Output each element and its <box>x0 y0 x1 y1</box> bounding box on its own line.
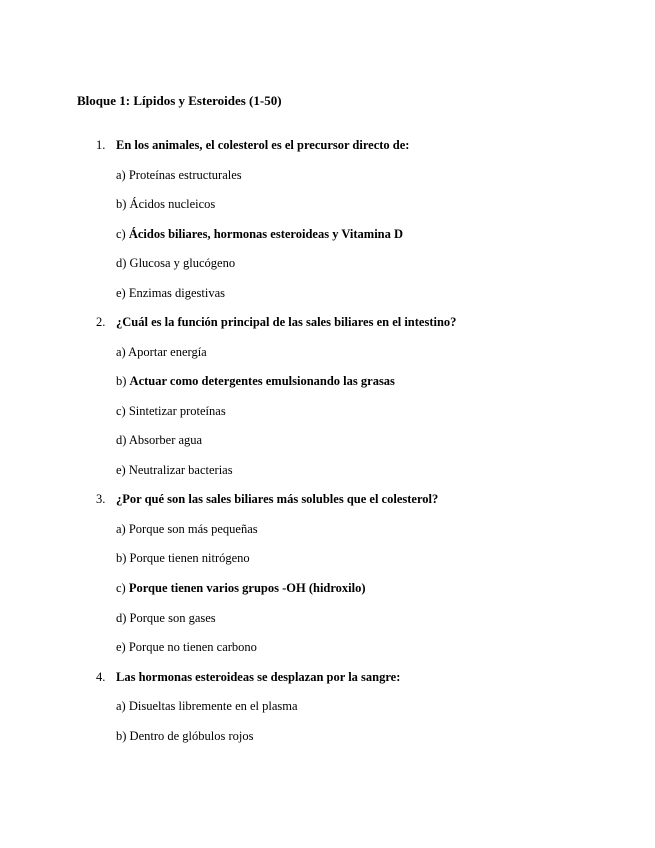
question-1-option-d <box>116 255 235 271</box>
option-letter: b) <box>116 197 127 211</box>
question-1-number: 1. <box>96 138 106 152</box>
question-4-number: 4. <box>96 670 106 684</box>
option-letter: a) <box>116 522 126 536</box>
question-3-text: ¿Por qué son las sales biliares más solubles que el colesterol? <box>116 492 439 506</box>
question-1-option-e <box>116 285 225 301</box>
option-letter: c) <box>116 581 126 595</box>
option-text: Ácidos nucleicos <box>129 197 216 211</box>
question-1-option-a <box>116 167 242 183</box>
option-letter: d) <box>116 256 127 270</box>
question-2-option-b <box>116 373 395 389</box>
option-text: Absorber agua <box>128 433 203 447</box>
question-1-text: En los animales, el colesterol es el precursor directo de: <box>116 138 410 152</box>
question-2-option-e <box>116 462 233 478</box>
option-text: Enzimas digestivas <box>128 286 226 300</box>
question-3-option-d <box>116 610 216 626</box>
question-4-option-a <box>116 698 298 714</box>
option-text: Porque son más pequeñas <box>128 522 258 536</box>
question-1-option-c <box>116 226 403 242</box>
option-letter: e) <box>116 286 126 300</box>
option-letter: a) <box>116 699 126 713</box>
option-text: Porque son gases <box>129 611 216 625</box>
question-3-option-b <box>116 550 250 566</box>
option-letter: e) <box>116 463 126 477</box>
option-text: Aportar energía <box>128 345 207 359</box>
option-letter: b) <box>116 374 127 388</box>
question-2-number: 2. <box>96 315 106 329</box>
question-4-option-b <box>116 728 254 744</box>
option-text: Porque no tienen carbono <box>128 640 257 654</box>
option-text: Proteínas estructurales <box>128 168 242 182</box>
question-2-option-a <box>116 344 207 360</box>
option-letter: b) <box>116 551 127 565</box>
block-title: Bloque 1: Lípidos y Esteroides (1-50) <box>77 93 282 108</box>
question-3-option-c <box>116 580 366 596</box>
option-letter: a) <box>116 168 126 182</box>
option-letter: b) <box>116 729 127 743</box>
option-text: Glucosa y glucógeno <box>129 256 236 270</box>
option-letter: a) <box>116 345 126 359</box>
question-2-text: ¿Cuál es la función principal de las sales biliares en el intestino? <box>116 315 457 329</box>
option-text: Porque tienen nitrógeno <box>129 551 250 565</box>
option-text-correct: Ácidos biliares, hormonas esteroideas y Vitamina D <box>128 227 404 241</box>
question-3-option-a <box>116 521 258 537</box>
question-4-text: Las hormonas esteroideas se desplazan por la sangre: <box>116 670 401 684</box>
option-text: Sintetizar proteínas <box>128 404 226 418</box>
option-text: Disueltas libremente en el plasma <box>128 699 298 713</box>
question-3-option-e <box>116 639 257 655</box>
option-text-correct: Actuar como detergentes emulsionando las grasas <box>129 374 395 388</box>
option-text: Neutralizar bacterias <box>128 463 233 477</box>
question-1-option-b <box>116 196 215 212</box>
option-letter: c) <box>116 227 126 241</box>
option-letter: d) <box>116 433 127 447</box>
option-text: Dentro de glóbulos rojos <box>129 729 254 743</box>
question-2-option-d <box>116 432 202 448</box>
option-letter: c) <box>116 404 126 418</box>
question-2-option-c <box>116 403 226 419</box>
option-text-correct: Porque tienen varios grupos -OH (hidroxilo) <box>128 581 366 595</box>
option-letter: d) <box>116 611 127 625</box>
question-3-number: 3. <box>96 492 106 506</box>
option-letter: e) <box>116 640 126 654</box>
